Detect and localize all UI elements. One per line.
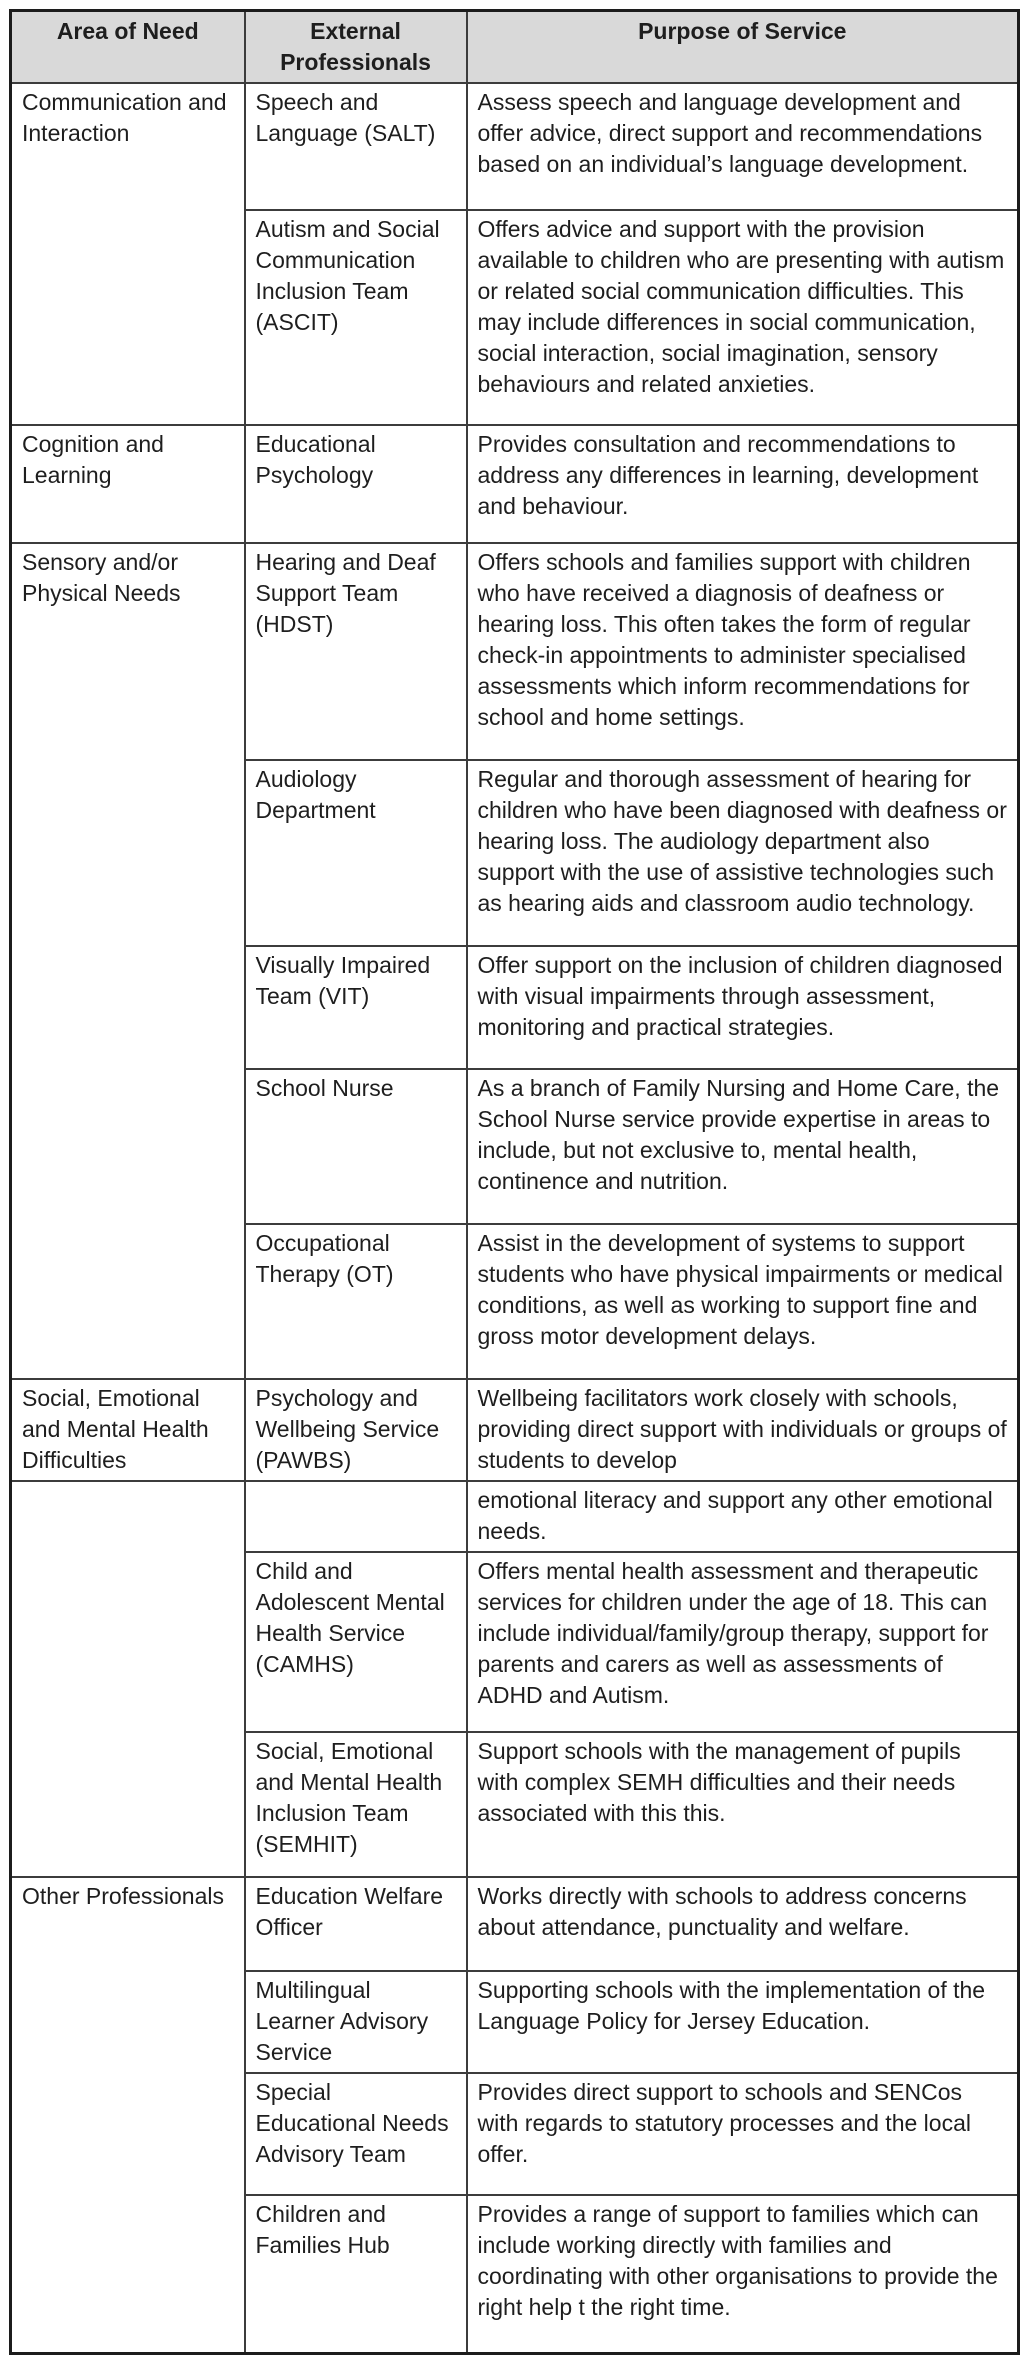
table-row: [11, 1481, 1019, 1552]
external-professional-cell: Audiology Department: [245, 760, 467, 946]
purpose-of-service-cell: Offers mental health assessment and therapeutic services for children under the age of 18. This can include individual/family/group therapy, support for parents and carers as well as assessments of ADHD and Autism.: [467, 1552, 1019, 1732]
purpose-of-service-cell: Regular and thorough assessment of hearing for children who have been diagnosed with deafness or hearing loss. The audiology department also support with the use of assistive technologies such as hearing aids and classroom audio technology.: [467, 760, 1019, 946]
purpose-of-service-cell: Offer support on the inclusion of children diagnosed with visual impairments through assessment, monitoring and practical strategies.: [467, 946, 1019, 1069]
purpose-of-service-cell: Provides consultation and recommendations to address any differences in learning, development and behaviour.: [467, 425, 1019, 543]
col-header-external-professionals: External Professionals: [245, 11, 467, 84]
external-professional-cell: School Nurse: [245, 1069, 467, 1224]
area-of-need-cell: Communication and Interaction: [11, 83, 245, 425]
area-of-need-cell: Cognition and Learning: [11, 425, 245, 543]
external-professional-cell: Multilingual Learner Advisory Service: [245, 1971, 467, 2073]
external-professional-cell: Speech and Language (SALT): [245, 83, 467, 210]
purpose-of-service-cell: Assist in the development of systems to support students who have physical impairments or medical conditions, as well as working to support fine and gross motor development delays.: [467, 1224, 1019, 1379]
purpose-of-service-cell: Assess speech and language development and offer advice, direct support and recommendations based on an individual’s language development.: [467, 83, 1019, 210]
purpose-of-service-cell: Offers advice and support with the provision available to children who are presenting with autism or related social communication difficulties. This may include differences in social communication, social interaction, social imagination, sensory behaviours and related anxieties.: [467, 210, 1019, 425]
external-professional-cell: Occupational Therapy (OT): [245, 1224, 467, 1379]
external-professional-cell: Hearing and Deaf Support Team (HDST): [245, 543, 467, 760]
table-header-row: [11, 11, 1019, 84]
external-professional-cell: Visually Impaired Team (VIT): [245, 946, 467, 1069]
table-row: [11, 543, 1019, 760]
external-professional-cell: Social, Emotional and Mental Health Inclusion Team (SEMHIT): [245, 1732, 467, 1877]
purpose-of-service-cell: Supporting schools with the implementation of the Language Policy for Jersey Education.: [467, 1971, 1019, 2073]
area-of-need-cell: Other Professionals: [11, 1877, 245, 2353]
purpose-of-service-cell: Works directly with schools to address concerns about attendance, punctuality and welfare.: [467, 1877, 1019, 1971]
external-professionals-table: [9, 9, 1020, 2355]
external-professional-cell: Children and Families Hub: [245, 2195, 467, 2353]
area-of-need-cell: Sensory and/or Physical Needs: [11, 543, 245, 1379]
col-header-area-of-need: Area of Need: [11, 11, 245, 84]
external-professional-cell: Child and Adolescent Mental Health Service (CAMHS): [245, 1552, 467, 1732]
table-row: [11, 1877, 1019, 1971]
purpose-of-service-cell: Offers schools and families support with children who have received a diagnosis of deafness or hearing loss. This often takes the form of regular check-in appointments to administer specialised assessments which inform recommendations for school and home settings.: [467, 543, 1019, 760]
external-professional-cell: Special Educational Needs Advisory Team: [245, 2073, 467, 2195]
external-professional-cell: Autism and Social Communication Inclusion Team (ASCIT): [245, 210, 467, 425]
purpose-of-service-cell: Provides direct support to schools and SENCos with regards to statutory processes and the local offer.: [467, 2073, 1019, 2195]
table-row: [11, 83, 1019, 210]
table-row: [11, 425, 1019, 543]
area-of-need-cell: [11, 1481, 245, 1877]
external-professional-cell: [245, 1481, 467, 1552]
purpose-of-service-cell: Support schools with the management of pupils with complex SEMH difficulties and their needs associated with this this.: [467, 1732, 1019, 1877]
purpose-of-service-cell: emotional literacy and support any other emotional needs.: [467, 1481, 1019, 1552]
purpose-of-service-cell: As a branch of Family Nursing and Home Care, the School Nurse service provide expertise in areas to include, but not exclusive to, mental health, continence and nutrition.: [467, 1069, 1019, 1224]
table-row: [11, 1379, 1019, 1481]
area-of-need-cell: Social, Emotional and Mental Health Difficulties: [11, 1379, 245, 1481]
external-professional-cell: Education Welfare Officer: [245, 1877, 467, 1971]
purpose-of-service-cell: Wellbeing facilitators work closely with schools, providing direct support with individuals or groups of students to develop: [467, 1379, 1019, 1481]
col-header-purpose-of-service: Purpose of Service: [467, 11, 1019, 84]
external-professional-cell: Educational Psychology: [245, 425, 467, 543]
purpose-of-service-cell: Provides a range of support to families which can include working directly with families and coordinating with other organisations to provide the right help t the right time.: [467, 2195, 1019, 2353]
external-professional-cell: Psychology and Wellbeing Service (PAWBS): [245, 1379, 467, 1481]
